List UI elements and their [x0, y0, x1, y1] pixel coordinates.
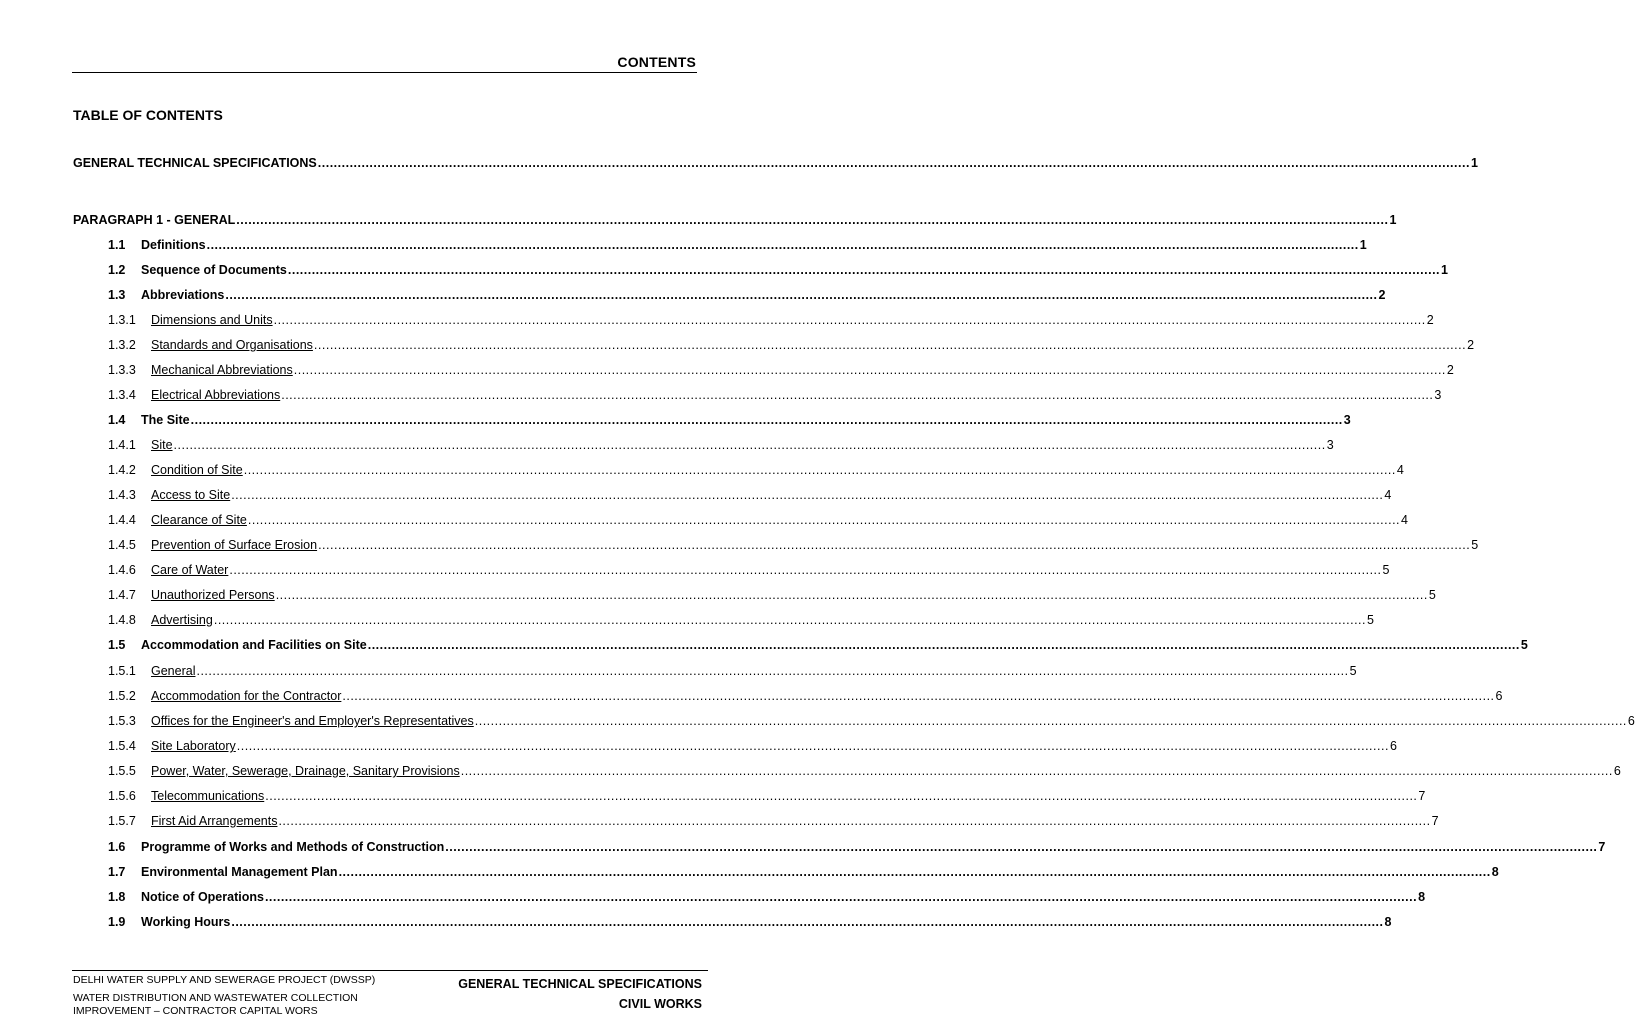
toc-subsection-link[interactable] [0, 512, 1408, 528]
toc-page-number: 5 [1382, 563, 1390, 577]
toc-entry-title: Programme of Works and Methods of Construction [141, 840, 445, 854]
toc-page-number: 5 [1428, 588, 1436, 602]
toc-page-number: 5 [1471, 538, 1479, 552]
toc-subsection-link[interactable] [0, 587, 1436, 603]
toc-entry-number: 1.4.1 [108, 438, 136, 452]
toc-entry-number: 1.5.3 [108, 714, 136, 728]
footer-divider [72, 970, 708, 971]
toc-page-number: 1 [1441, 263, 1448, 277]
toc-entry-number: 1.4.7 [108, 588, 136, 602]
toc-dot-leader [275, 587, 1429, 603]
toc-entry-title: Accommodation for the Contractor [151, 689, 342, 703]
toc-dot-leader [338, 864, 1492, 880]
toc-subsection-link[interactable] [0, 763, 1621, 779]
toc-entry-number: 1.4.6 [108, 563, 136, 577]
toc-dot-leader [213, 612, 1367, 628]
toc-subsection-link[interactable] [0, 612, 1374, 628]
toc-section-link[interactable] [0, 237, 1367, 253]
toc-dot-leader [236, 738, 1390, 754]
footer-project-info [73, 974, 375, 1019]
toc-page-number: 4 [1384, 488, 1392, 502]
toc-subsection-link[interactable] [0, 487, 1392, 503]
toc-section-link[interactable] [0, 864, 1499, 880]
footer-contract-line2: IMPROVEMENT – CONTRACTOR CAPITAL WORS [73, 1005, 318, 1017]
toc-entry-number: 1.5.5 [108, 764, 136, 778]
footer-project-name: DELHI WATER SUPPLY AND SEWERAGE PROJECT (DWSSP) [73, 974, 376, 986]
toc-dot-leader [317, 155, 1471, 171]
toc-subsection-link[interactable] [0, 713, 1635, 729]
toc-page-number: 3 [1343, 413, 1351, 427]
toc-section-link[interactable] [0, 637, 1528, 653]
toc-dot-leader [264, 889, 1418, 905]
toc-dot-leader [230, 914, 1384, 930]
toc-subsection-link[interactable] [0, 312, 1434, 328]
toc-dot-leader [460, 763, 1614, 779]
toc-subsection-link[interactable] [0, 813, 1439, 829]
toc-entry-title: Dimensions and Units [151, 313, 273, 327]
toc-page-number: 8 [1384, 915, 1392, 929]
toc-dot-leader [367, 637, 1521, 653]
toc-page-number: 6 [1389, 739, 1397, 753]
toc-section-link[interactable] [0, 412, 1351, 428]
toc-entry-title: Care of Water [151, 563, 229, 577]
toc-entry-number: 1.4.2 [108, 463, 136, 477]
toc-page-number: 1 [1470, 156, 1478, 170]
toc-page-number: 5 [1367, 613, 1374, 627]
toc-entry-number: 1.3.4 [108, 388, 136, 402]
toc-dot-leader [195, 663, 1349, 679]
toc-page-number: 7 [1418, 789, 1426, 803]
toc-entry-number: 1.3.2 [108, 338, 136, 352]
toc-subsection-link[interactable] [0, 462, 1404, 478]
toc-dot-leader [230, 487, 1384, 503]
toc-entry-title: GENERAL TECHNICAL SPECIFICATIONS [73, 156, 317, 170]
toc-section-link[interactable] [0, 839, 1606, 855]
toc-entry-number: 1.4.5 [108, 538, 136, 552]
toc-dot-leader [313, 337, 1467, 353]
toc-page-number: 6 [1613, 764, 1621, 778]
toc-entry-title: Advertising [151, 613, 213, 627]
toc-entry-title: Prevention of Surface Erosion [151, 538, 318, 552]
toc-entry-title: General [151, 664, 196, 678]
toc-page-number: 7 [1598, 840, 1606, 854]
toc-entry-title: Site [151, 438, 173, 452]
footer-document-title: GENERAL TECHNICAL SPECIFICATIONS [458, 977, 702, 991]
toc-entry-title: PARAGRAPH 1 - GENERAL [73, 213, 236, 227]
toc-entry-number: 1.6 [108, 840, 126, 854]
toc-dot-leader [280, 387, 1434, 403]
toc-page-number: 2 [1378, 288, 1386, 302]
toc-entry-title: Notice of Operations [141, 890, 264, 904]
toc-entry-number: 1.8 [108, 890, 126, 904]
toc-dot-leader [243, 462, 1397, 478]
toc-entry-number: 1.5 [108, 638, 126, 652]
toc-dot-leader [444, 839, 1598, 855]
toc-entry-title: Site Laboratory [151, 739, 236, 753]
toc-entry-number: 1.5.4 [108, 739, 136, 753]
toc-dot-leader [273, 312, 1427, 328]
toc-page-number: 3 [1434, 388, 1442, 402]
toc-entry-title: The Site [141, 413, 190, 427]
toc-heading: TABLE OF CONTENTS [73, 107, 223, 123]
toc-entry-number: 1.4 [108, 413, 126, 427]
toc-dot-leader [190, 412, 1344, 428]
toc-page-number: 1 [1389, 213, 1397, 227]
toc-dot-leader [206, 237, 1360, 253]
toc-page-number: 1 [1359, 238, 1367, 252]
toc-chapter-link[interactable] [0, 155, 1478, 171]
toc-subsection-link[interactable] [0, 663, 1357, 679]
toc-subsection-link[interactable] [0, 788, 1426, 804]
toc-entry-title: Mechanical Abbreviations [151, 363, 293, 377]
toc-entry-number: 1.1 [108, 238, 126, 252]
toc-entry-number: 1.9 [108, 915, 126, 929]
toc-entry-title: Telecommunications [151, 789, 265, 803]
toc-page-number: 4 [1401, 513, 1408, 527]
toc-page-number: 2 [1467, 338, 1475, 352]
toc-dot-leader [277, 813, 1431, 829]
toc-entry-title: Access to Site [151, 488, 231, 502]
toc-entry-number: 1.5.2 [108, 689, 136, 703]
toc-dot-leader [317, 537, 1471, 553]
toc-entry-title: Clearance of Site [151, 513, 247, 527]
toc-subsection-link[interactable] [0, 738, 1397, 754]
toc-page-number: 8 [1491, 865, 1499, 879]
toc-subsection-link[interactable] [0, 688, 1503, 704]
toc-page-number: 3 [1326, 438, 1334, 452]
toc-entry-title: Power, Water, Sewerage, Drainage, Sanitary Provisions [151, 764, 460, 778]
toc-entry-number: 1.3 [108, 288, 126, 302]
toc-page-number: 2 [1426, 313, 1434, 327]
toc-page-number: 5 [1520, 638, 1528, 652]
toc-dot-leader [235, 212, 1389, 228]
toc-dot-leader [287, 262, 1441, 278]
toc-entry-title: Condition of Site [151, 463, 243, 477]
toc-entry-number: 1.4.3 [108, 488, 136, 502]
page-header-title: CONTENTS [617, 54, 696, 70]
toc-entry-title: Sequence of Documents [141, 263, 287, 277]
toc-entry-title: Standards and Organisations [151, 338, 313, 352]
toc-entry-number: 1.3.1 [108, 313, 136, 327]
toc-entry-title: First Aid Arrangements [151, 814, 278, 828]
toc-page-number: 6 [1495, 689, 1503, 703]
toc-page-number: 7 [1431, 814, 1439, 828]
toc-entry-title: Working Hours [141, 915, 231, 929]
toc-entry-title: Accommodation and Facilities on Site [141, 638, 367, 652]
toc-dot-leader [293, 362, 1447, 378]
toc-section-link[interactable] [0, 287, 1386, 303]
toc-dot-leader [247, 512, 1401, 528]
footer-contract-line1: WATER DISTRIBUTION AND WASTEWATER COLLECTION [73, 991, 358, 1004]
toc-dot-leader [224, 287, 1378, 303]
toc-page-number: 8 [1418, 890, 1426, 904]
toc-subsection-link[interactable] [0, 337, 1475, 353]
toc-subsection-link[interactable] [0, 437, 1334, 453]
toc-subsection-link[interactable] [0, 387, 1442, 403]
toc-entry-title: Environmental Management Plan [141, 865, 338, 879]
header-divider [72, 72, 697, 73]
toc-entry-number: 1.5.1 [108, 664, 136, 678]
toc-page-number: 5 [1349, 664, 1357, 678]
toc-entry-title: Electrical Abbreviations [151, 388, 281, 402]
toc-page-number: 2 [1446, 363, 1454, 377]
toc-dot-leader [228, 562, 1382, 578]
toc-section-link[interactable] [0, 889, 1426, 905]
toc-entry-title: Offices for the Engineer's and Employer's Representatives [151, 714, 474, 728]
toc-entry-title: Abbreviations [141, 288, 225, 302]
toc-subsection-link[interactable] [0, 362, 1454, 378]
toc-dot-leader [341, 688, 1495, 704]
toc-dot-leader [474, 713, 1628, 729]
toc-entry-title: Definitions [141, 238, 206, 252]
toc-chapter-link[interactable] [0, 212, 1397, 228]
toc-entry-number: 1.4.8 [108, 613, 136, 627]
toc-page-number: 6 [1627, 714, 1635, 728]
toc-entry-title: Unauthorized Persons [151, 588, 275, 602]
toc-section-link[interactable] [0, 262, 1448, 278]
toc-section-link[interactable] [0, 914, 1392, 930]
toc-dot-leader [264, 788, 1418, 804]
toc-entry-number: 1.2 [108, 263, 126, 277]
toc-page-number: 4 [1396, 463, 1404, 477]
toc-entry-number: 1.5.7 [108, 814, 136, 828]
toc-subsection-link[interactable] [0, 562, 1390, 578]
footer-document-section: CIVIL WORKS [618, 997, 702, 1011]
toc-entry-number: 1.5.6 [108, 789, 136, 803]
toc-dot-leader [173, 437, 1327, 453]
toc-entry-number: 1.4.4 [108, 513, 136, 527]
toc-subsection-link[interactable] [0, 537, 1479, 553]
footer-document-info [458, 974, 702, 1014]
toc-entry-number: 1.3.3 [108, 363, 136, 377]
toc-entry-number: 1.7 [108, 865, 126, 879]
